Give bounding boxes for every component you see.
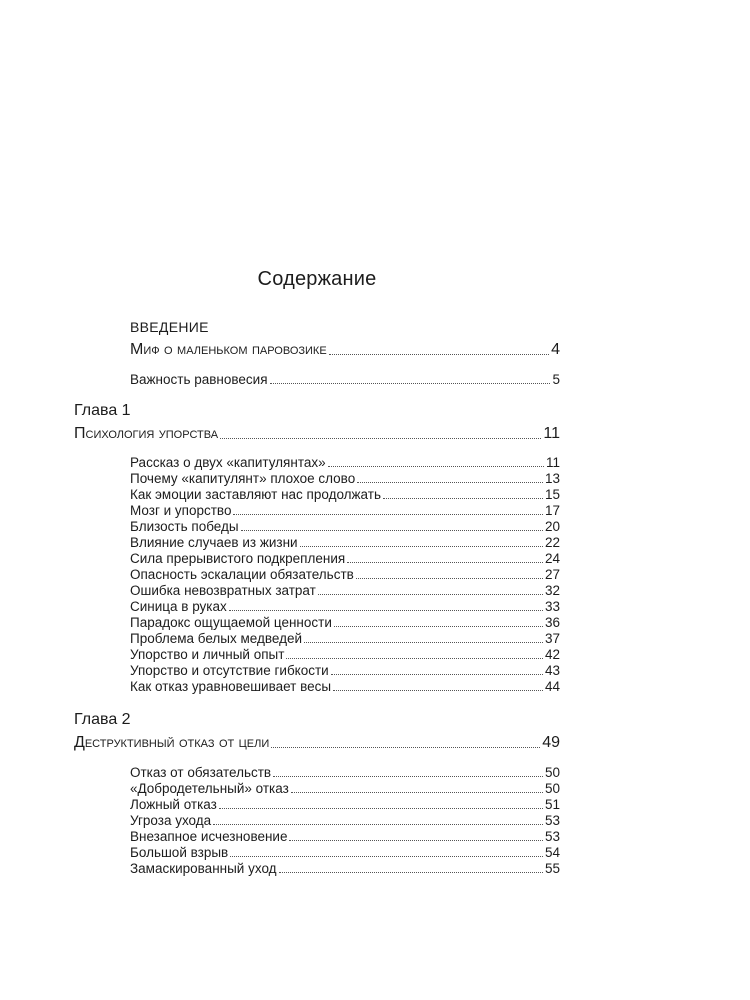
entry-title: Почему «капитулянт» плохое слово	[130, 471, 356, 486]
dot-leader	[233, 514, 543, 515]
toc-entry	[130, 373, 560, 387]
entry-page: 20	[544, 519, 560, 534]
chapter-2-title-entry	[74, 735, 560, 751]
toc-entry	[130, 680, 560, 694]
entry-title: Проблема белых медведей	[130, 631, 303, 646]
entry-title: Как отказ уравновешивает весы	[130, 679, 332, 694]
entry-title: Синица в руках	[130, 599, 227, 614]
entry-page: 17	[544, 503, 560, 518]
dot-leader	[271, 747, 540, 748]
entry-title: Замаскированный уход	[130, 861, 277, 876]
toc-entry	[130, 830, 560, 844]
dot-leader	[383, 498, 543, 499]
dot-leader	[273, 776, 543, 777]
entry-page: 50	[544, 781, 560, 796]
entry-title: Важность равновесия	[130, 372, 268, 387]
dot-leader	[304, 642, 543, 643]
toc-entry	[130, 814, 560, 828]
entry-page: 13	[544, 471, 560, 486]
entry-page: 22	[544, 535, 560, 550]
entry-page: 27	[544, 567, 560, 582]
dot-leader	[291, 792, 543, 793]
dot-leader	[357, 482, 543, 483]
intro-title-entry	[130, 342, 560, 358]
entry-title: Влияние случаев из жизни	[130, 535, 298, 550]
entry-title: Миф о маленьком паровозике	[130, 341, 327, 358]
toc-entry	[130, 632, 560, 646]
entry-title: Ошибка невозвратных затрат	[130, 583, 316, 598]
toc-entry	[130, 648, 560, 662]
toc-entry	[130, 584, 560, 598]
dot-leader	[286, 658, 543, 659]
toc-entry	[130, 616, 560, 630]
dot-leader	[229, 610, 543, 611]
entry-title: Близость победы	[130, 519, 239, 534]
entry-page: 15	[544, 487, 560, 502]
toc-heading: Содержание	[257, 268, 377, 290]
chapter-1-title-entry	[74, 426, 560, 442]
toc-entry	[130, 846, 560, 860]
dot-leader	[270, 383, 551, 384]
entry-title: Угроза ухода	[130, 813, 212, 828]
entry-page: 24	[544, 551, 560, 566]
toc-entry	[130, 536, 560, 550]
entry-title: Ложный отказ	[130, 797, 217, 812]
entry-page: 51	[544, 797, 560, 812]
dot-leader	[356, 578, 543, 579]
entry-page: 4	[551, 341, 560, 358]
entry-page: 37	[544, 631, 560, 646]
entry-page: 49	[542, 734, 560, 751]
entry-page: 43	[544, 663, 560, 678]
toc-entry	[130, 504, 560, 518]
toc-entry	[130, 798, 560, 812]
entry-title: Психология упорства	[74, 425, 219, 442]
entry-page: 44	[544, 679, 560, 694]
entry-page: 36	[544, 615, 560, 630]
entry-title: Отказ от обязательств	[130, 765, 272, 780]
intro-label: ВВЕДЕНИЕ	[130, 319, 209, 335]
entry-page: 11	[545, 455, 560, 470]
dot-leader	[318, 594, 543, 595]
toc-entry	[130, 456, 560, 470]
toc-entry	[130, 782, 560, 796]
entry-page: 42	[544, 647, 560, 662]
entry-title: Мозг и упорство	[130, 503, 232, 518]
entry-page: 54	[544, 845, 560, 860]
dot-leader	[333, 690, 543, 691]
entry-title: Большой взрыв	[130, 845, 229, 860]
dot-leader	[329, 354, 549, 355]
dot-leader	[230, 856, 543, 857]
entry-title: Сила прерывистого подкрепления	[130, 551, 346, 566]
dot-leader	[279, 872, 543, 873]
dot-leader	[347, 562, 543, 563]
toc-entry	[130, 766, 560, 780]
entry-title: «Добродетельный» отказ	[130, 781, 289, 796]
entry-page: 5	[552, 372, 560, 387]
entry-page: 32	[544, 583, 560, 598]
dot-leader	[220, 438, 541, 439]
toc-entry	[130, 488, 560, 502]
entry-title: Как эмоции заставляют нас продолжать	[130, 487, 381, 502]
dot-leader	[289, 840, 542, 841]
chapter-1-label: Глава 1	[74, 402, 131, 419]
dot-leader	[219, 808, 543, 809]
entry-page: 53	[544, 829, 560, 844]
entry-title: Парадокс ощущаемой ценности	[130, 615, 332, 630]
chapter-2-label: Глава 2	[74, 711, 131, 728]
toc-entry	[130, 552, 560, 566]
toc-entry	[130, 600, 560, 614]
toc-entry	[130, 862, 560, 876]
entry-title: Внезапное исчезновение	[130, 829, 288, 844]
entry-page: 33	[544, 599, 560, 614]
dot-leader	[331, 674, 543, 675]
dot-leader	[300, 546, 543, 547]
dot-leader	[334, 626, 543, 627]
entry-title: Опасность эскалации обязательств	[130, 567, 354, 582]
entry-title: Деструктивный отказ от цели	[74, 734, 270, 751]
entry-page: 53	[544, 813, 560, 828]
toc-entry	[130, 568, 560, 582]
entry-page: 11	[543, 425, 560, 442]
toc-entry	[130, 520, 560, 534]
dot-leader	[213, 824, 543, 825]
dot-leader	[241, 530, 543, 531]
entry-title: Упорство и личный опыт	[130, 647, 285, 662]
entry-title: Упорство и отсутствие гибкости	[130, 663, 329, 678]
entry-title: Рассказ о двух «капитулянтах»	[130, 455, 326, 470]
entry-page: 55	[544, 861, 560, 876]
entry-page: 50	[544, 765, 560, 780]
toc-entry	[130, 472, 560, 486]
toc-entry	[130, 664, 560, 678]
dot-leader	[328, 466, 544, 467]
